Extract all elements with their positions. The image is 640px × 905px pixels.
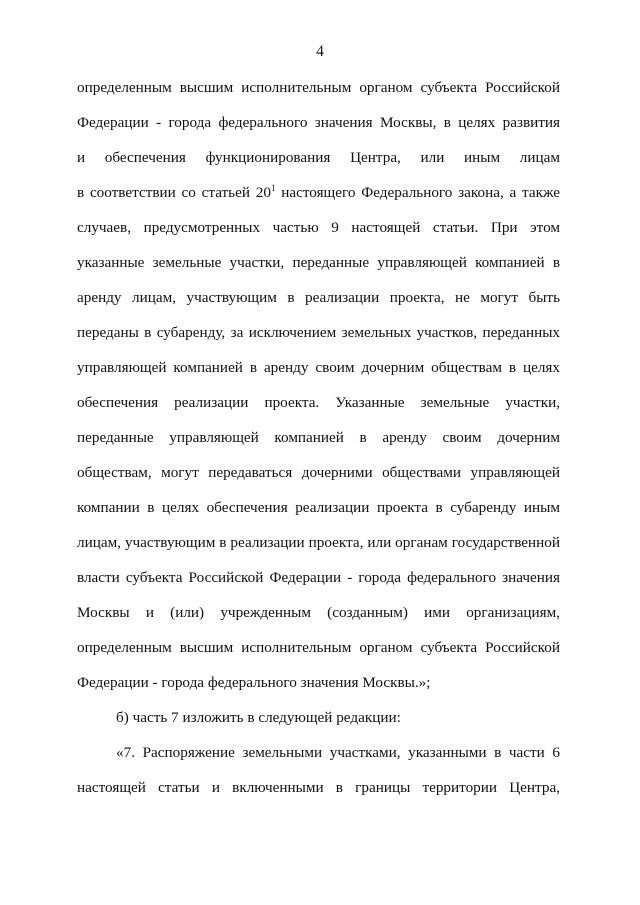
text-line: настоящей статьи и включенными в границы территории Центра, [77,779,560,796]
text-line: определенным высшим исполнительным органом субъекта Российской [77,79,560,96]
text-line: Федерации - города федерального значения Москвы, в целях развития [77,114,560,131]
text-line: аренду лицам, участвующим в реализации проекта, не могут быть [77,289,560,306]
text-line: «7. Распоряжение земельными участками, указанными в части 6 [116,744,560,761]
text-line: лицам, участвующим в реализации проекта, или органам государственной [77,534,560,551]
text-line [77,183,560,203]
text-line: Федерации - города федерального значения Москвы.»; [77,674,431,691]
text-line: Москвы и (или) учрежденным (созданным) ими организациям, [77,604,560,621]
text-line: обществам, могут передаваться дочерними обществами управляющей [77,464,560,481]
page-number: 4 [316,43,324,60]
text-line: переданные управляющей компанией в аренду своим дочерним [77,429,560,446]
text-line: обеспечения реализации проекта. Указанные земельные участки, [77,394,560,411]
text-fragment: настоящего Федерального закона, а также [275,184,561,201]
text-line: компании в целях обеспечения реализации проекта в субаренду иным [77,499,560,516]
text-line: и обеспечения функционирования Центра, или иным лицам [77,149,560,166]
text-fragment: в соответствии со статьей 20 [77,184,271,201]
superscript: 1 [270,183,276,193]
text-line: б) часть 7 изложить в следующей редакции: [116,709,401,726]
text-line: указанные земельные участки, переданные управляющей компанией в [77,254,560,271]
text-line: переданы в субаренду, за исключением земельных участков, переданных [77,324,560,341]
text-line: управляющей компанией в аренду своим дочерним обществам в целях [77,359,560,376]
text-line: власти субъекта Российской Федерации - города федерального значения [77,569,560,586]
text-line: определенным высшим исполнительным органом субъекта Российской [77,639,560,656]
text-line: случаев, предусмотренных частью 9 настоящей статьи. При этом [77,219,560,236]
